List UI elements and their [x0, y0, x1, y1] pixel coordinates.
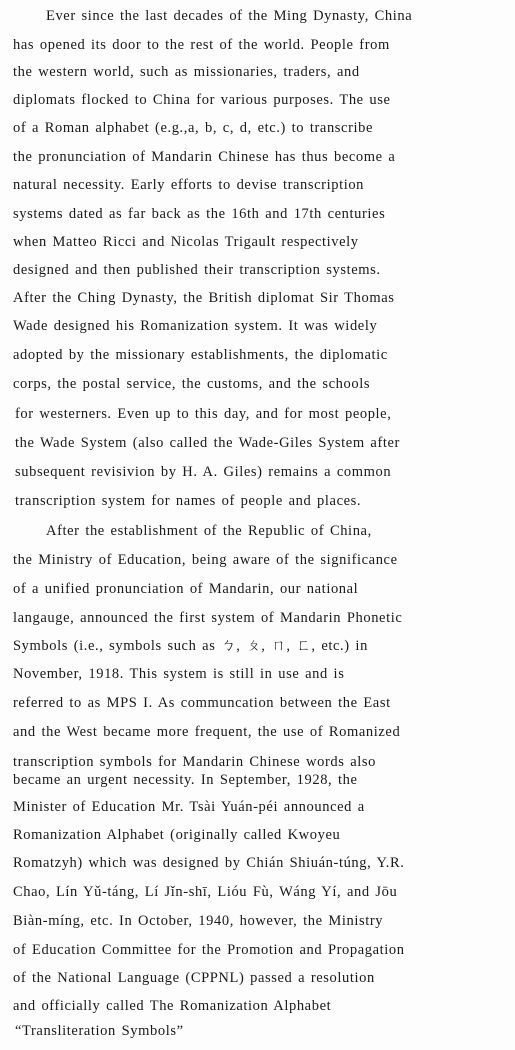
text-line: Chao, Lín Yǔ-táng, Lí Jǐn-shī, Lióu Fù, Wáng Yí, and Jōu	[13, 884, 398, 900]
text-line: of the National Language (CPPNL) passed a resolution	[13, 970, 375, 986]
text-line: Ever since the last decades of the Ming Dynasty, China	[46, 8, 413, 24]
text-line: transcription system for names of people and places.	[15, 493, 362, 509]
text-line: of a unified pronunciation of Mandarin, our national	[13, 581, 359, 597]
text-line: transcription symbols for Mandarin Chinese words also	[13, 754, 376, 770]
text-line: Symbols (i.e., symbols such as ㄅ, ㄆ, ㄇ, ㄈ, etc.) in	[13, 638, 368, 654]
text-line: referred to as MPS I. As communcation between the East	[13, 695, 391, 711]
text-line: has opened its door to the rest of the world. People from	[13, 37, 390, 53]
text-line: After the establishment of the Republic of China,	[46, 523, 372, 539]
text-line: natural necessity. Early efforts to devise transcription	[13, 177, 365, 193]
text-line: designed and then published their transcription systems.	[13, 262, 381, 278]
text-line: of Education Committee for the Promotion and Propagation	[13, 942, 405, 958]
text-line: the Wade System (also called the Wade-Giles System after	[15, 435, 400, 451]
text-line: November, 1918. This system is still in use and is	[13, 666, 345, 682]
text-line: corps, the postal service, the customs, and the schools	[13, 376, 371, 392]
text-line: “Transliteration Symbols”	[15, 1023, 184, 1039]
text-line: the pronunciation of Mandarin Chinese has thus become a	[13, 149, 396, 165]
text-line: the western world, such as missionaries, traders, and	[13, 64, 360, 80]
text-line: and officially called The Romanization Alphabet	[13, 998, 332, 1014]
text-line: Minister of Education Mr. Tsài Yuán-péi announced a	[13, 799, 365, 815]
text-line: when Matteo Ricci and Nicolas Trigault respectively	[13, 234, 359, 250]
text-line: became an urgent necessity. In September, 1928, the	[13, 772, 358, 788]
text-line: After the Ching Dynasty, the British diplomat Sir Thomas	[13, 290, 395, 306]
text-line: Romatzyh) which was designed by Chián Shiuán-túng, Y.R.	[13, 855, 405, 871]
text-line: subsequent revisivion by H. A. Giles) remains a common	[15, 464, 392, 480]
text-line: and the West became more frequent, the use of Romanized	[13, 724, 401, 740]
text-line: the Ministry of Education, being aware of the significance	[13, 552, 398, 568]
text-line: Romanization Alphabet (originally called Kwoyeu	[13, 827, 341, 843]
text-line: systems dated as far back as the 16th and 17th centuries	[13, 206, 386, 222]
text-line: Wade designed his Romanization system. It was widely	[13, 318, 378, 334]
text-line: for westerners. Even up to this day, and for most people,	[15, 406, 392, 422]
text-line: Biàn-míng, etc. In October, 1940, however, the Ministry	[13, 913, 384, 929]
text-line: adopted by the missionary establishments, the diplomatic	[13, 347, 388, 363]
text-line: of a Roman alphabet (e.g.,a, b, c, d, etc.) to transcribe	[13, 120, 374, 136]
text-line: langauge, announced the first system of Mandarin Phonetic	[13, 610, 403, 626]
text-line: diplomats flocked to China for various purposes. The use	[13, 92, 391, 108]
